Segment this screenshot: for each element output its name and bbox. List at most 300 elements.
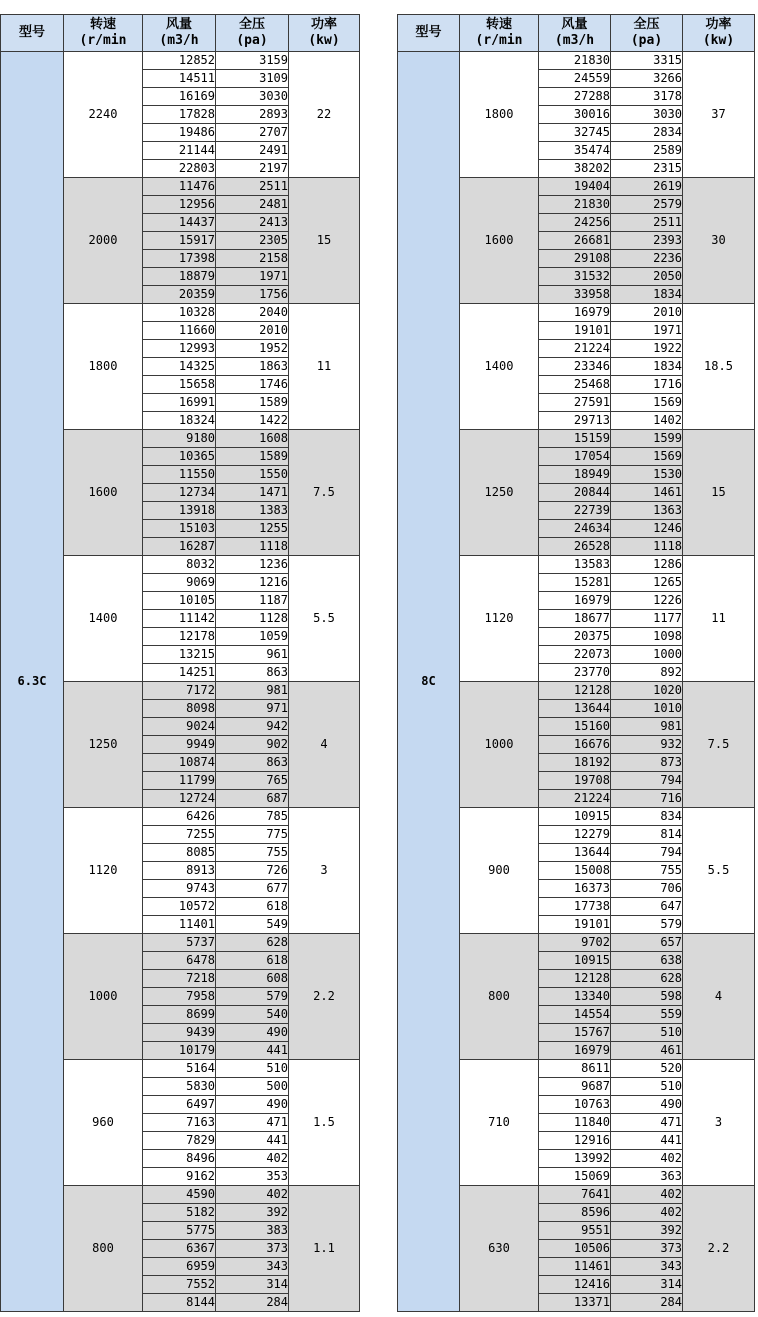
pressure-cell: 540 bbox=[216, 1006, 289, 1024]
airflow-cell: 7163 bbox=[143, 1114, 216, 1132]
pressure-cell: 1971 bbox=[611, 322, 683, 340]
pressure-cell: 441 bbox=[216, 1042, 289, 1060]
pressure-cell: 314 bbox=[611, 1276, 683, 1294]
airflow-cell: 12178 bbox=[143, 628, 216, 646]
airflow-cell: 16287 bbox=[143, 538, 216, 556]
pressure-cell: 902 bbox=[216, 736, 289, 754]
speed-cell: 1800 bbox=[460, 52, 539, 178]
pressure-cell: 775 bbox=[216, 826, 289, 844]
airflow-cell: 22073 bbox=[539, 646, 611, 664]
pressure-cell: 373 bbox=[216, 1240, 289, 1258]
pressure-cell: 2158 bbox=[216, 250, 289, 268]
airflow-cell: 24634 bbox=[539, 520, 611, 538]
pressure-cell: 392 bbox=[611, 1222, 683, 1240]
airflow-cell: 16676 bbox=[539, 736, 611, 754]
pressure-cell: 726 bbox=[216, 862, 289, 880]
pressure-cell: 471 bbox=[611, 1114, 683, 1132]
airflow-cell: 10365 bbox=[143, 448, 216, 466]
power-cell: 5.5 bbox=[683, 808, 755, 934]
airflow-cell: 17398 bbox=[143, 250, 216, 268]
airflow-cell: 14437 bbox=[143, 214, 216, 232]
pressure-cell: 2511 bbox=[611, 214, 683, 232]
pressure-cell: 2393 bbox=[611, 232, 683, 250]
airflow-cell: 21224 bbox=[539, 790, 611, 808]
pressure-cell: 1716 bbox=[611, 376, 683, 394]
pressure-cell: 647 bbox=[611, 898, 683, 916]
airflow-cell: 18949 bbox=[539, 466, 611, 484]
pressure-cell: 961 bbox=[216, 646, 289, 664]
speed-cell: 1120 bbox=[460, 556, 539, 682]
pressure-cell: 402 bbox=[611, 1204, 683, 1222]
airflow-cell: 5830 bbox=[143, 1078, 216, 1096]
airflow-cell: 11401 bbox=[143, 916, 216, 934]
header-row bbox=[398, 15, 755, 52]
airflow-cell: 9743 bbox=[143, 880, 216, 898]
airflow-cell: 19486 bbox=[143, 124, 216, 142]
pressure-cell: 1608 bbox=[216, 430, 289, 448]
airflow-cell: 5164 bbox=[143, 1060, 216, 1078]
pressure-cell: 1363 bbox=[611, 502, 683, 520]
pressure-cell: 314 bbox=[216, 1276, 289, 1294]
pressure-cell: 1020 bbox=[611, 682, 683, 700]
airflow-cell: 12128 bbox=[539, 682, 611, 700]
power-cell: 15 bbox=[289, 178, 360, 304]
power-cell: 1.5 bbox=[289, 1060, 360, 1186]
airflow-cell: 14554 bbox=[539, 1006, 611, 1024]
power-cell: 7.5 bbox=[289, 430, 360, 556]
pressure-cell: 1971 bbox=[216, 268, 289, 286]
airflow-cell: 4590 bbox=[143, 1186, 216, 1204]
airflow-cell: 16979 bbox=[539, 304, 611, 322]
model-cell: 6.3C bbox=[1, 52, 64, 1312]
pressure-cell: 441 bbox=[216, 1132, 289, 1150]
table-row bbox=[398, 52, 755, 70]
airflow-cell: 12279 bbox=[539, 826, 611, 844]
pressure-cell: 608 bbox=[216, 970, 289, 988]
pressure-cell: 284 bbox=[216, 1294, 289, 1312]
pressure-cell: 2481 bbox=[216, 196, 289, 214]
performance-table-6-3c bbox=[0, 14, 360, 1312]
pressure-cell: 343 bbox=[216, 1258, 289, 1276]
pressure-cell: 2236 bbox=[611, 250, 683, 268]
pressure-cell: 628 bbox=[216, 934, 289, 952]
pressure-cell: 343 bbox=[611, 1258, 683, 1276]
power-cell: 7.5 bbox=[683, 682, 755, 808]
pressure-cell: 2893 bbox=[216, 106, 289, 124]
airflow-cell: 22739 bbox=[539, 502, 611, 520]
airflow-cell: 8032 bbox=[143, 556, 216, 574]
airflow-cell: 15159 bbox=[539, 430, 611, 448]
power-cell: 4 bbox=[289, 682, 360, 808]
pressure-cell: 1550 bbox=[216, 466, 289, 484]
pressure-cell: 353 bbox=[216, 1168, 289, 1186]
pressure-cell: 1265 bbox=[611, 574, 683, 592]
airflow-cell: 20844 bbox=[539, 484, 611, 502]
power-cell: 18.5 bbox=[683, 304, 755, 430]
speed-cell: 1800 bbox=[64, 304, 143, 430]
airflow-cell: 18324 bbox=[143, 412, 216, 430]
pressure-cell: 3178 bbox=[611, 88, 683, 106]
pressure-cell: 618 bbox=[216, 952, 289, 970]
pressure-cell: 1461 bbox=[611, 484, 683, 502]
pressure-cell: 392 bbox=[216, 1204, 289, 1222]
pressure-cell: 892 bbox=[611, 664, 683, 682]
pressure-cell: 1402 bbox=[611, 412, 683, 430]
pressure-cell: 794 bbox=[611, 844, 683, 862]
airflow-cell: 13340 bbox=[539, 988, 611, 1006]
pressure-cell: 1863 bbox=[216, 358, 289, 376]
pressure-cell: 1059 bbox=[216, 628, 289, 646]
airflow-cell: 11660 bbox=[143, 322, 216, 340]
airflow-cell: 19404 bbox=[539, 178, 611, 196]
airflow-cell: 16979 bbox=[539, 592, 611, 610]
airflow-cell: 20359 bbox=[143, 286, 216, 304]
airflow-cell: 5182 bbox=[143, 1204, 216, 1222]
airflow-cell: 10915 bbox=[539, 952, 611, 970]
pressure-cell: 490 bbox=[216, 1024, 289, 1042]
pressure-cell: 284 bbox=[611, 1294, 683, 1312]
airflow-cell: 9439 bbox=[143, 1024, 216, 1042]
airflow-cell: 11142 bbox=[143, 610, 216, 628]
pressure-cell: 1010 bbox=[611, 700, 683, 718]
airflow-cell: 10915 bbox=[539, 808, 611, 826]
pressure-cell: 618 bbox=[216, 898, 289, 916]
speed-cell: 1400 bbox=[64, 556, 143, 682]
airflow-cell: 10328 bbox=[143, 304, 216, 322]
pressure-cell: 500 bbox=[216, 1078, 289, 1096]
airflow-cell: 29713 bbox=[539, 412, 611, 430]
airflow-cell: 8098 bbox=[143, 700, 216, 718]
header-speed: 转速 (r/min bbox=[64, 15, 143, 52]
airflow-cell: 15281 bbox=[539, 574, 611, 592]
airflow-cell: 12956 bbox=[143, 196, 216, 214]
airflow-cell: 21224 bbox=[539, 340, 611, 358]
airflow-cell: 12734 bbox=[143, 484, 216, 502]
airflow-cell: 9162 bbox=[143, 1168, 216, 1186]
speed-cell: 1250 bbox=[460, 430, 539, 556]
speed-cell: 630 bbox=[460, 1186, 539, 1312]
pressure-cell: 1834 bbox=[611, 358, 683, 376]
airflow-cell: 14511 bbox=[143, 70, 216, 88]
airflow-cell: 10572 bbox=[143, 898, 216, 916]
airflow-cell: 9551 bbox=[539, 1222, 611, 1240]
pressure-cell: 2040 bbox=[216, 304, 289, 322]
airflow-cell: 9024 bbox=[143, 718, 216, 736]
airflow-cell: 16979 bbox=[539, 1042, 611, 1060]
airflow-cell: 15069 bbox=[539, 1168, 611, 1186]
airflow-cell: 15103 bbox=[143, 520, 216, 538]
airflow-cell: 11840 bbox=[539, 1114, 611, 1132]
pressure-cell: 1286 bbox=[611, 556, 683, 574]
airflow-cell: 10179 bbox=[143, 1042, 216, 1060]
pressure-cell: 794 bbox=[611, 772, 683, 790]
airflow-cell: 9180 bbox=[143, 430, 216, 448]
power-cell: 3 bbox=[683, 1060, 755, 1186]
pressure-cell: 814 bbox=[611, 826, 683, 844]
airflow-cell: 29108 bbox=[539, 250, 611, 268]
airflow-cell: 19101 bbox=[539, 916, 611, 934]
airflow-cell: 13644 bbox=[539, 700, 611, 718]
airflow-cell: 9069 bbox=[143, 574, 216, 592]
pressure-cell: 1000 bbox=[611, 646, 683, 664]
airflow-cell: 24559 bbox=[539, 70, 611, 88]
pressure-cell: 1128 bbox=[216, 610, 289, 628]
airflow-cell: 11461 bbox=[539, 1258, 611, 1276]
pressure-cell: 1589 bbox=[216, 448, 289, 466]
header-speed: 转速 (r/min bbox=[460, 15, 539, 52]
airflow-cell: 26528 bbox=[539, 538, 611, 556]
airflow-cell: 15767 bbox=[539, 1024, 611, 1042]
header-airflow: 风量 (m3/h bbox=[143, 15, 216, 52]
airflow-cell: 18677 bbox=[539, 610, 611, 628]
speed-cell: 710 bbox=[460, 1060, 539, 1186]
pressure-cell: 2305 bbox=[216, 232, 289, 250]
speed-cell: 2000 bbox=[64, 178, 143, 304]
airflow-cell: 21830 bbox=[539, 196, 611, 214]
airflow-cell: 24256 bbox=[539, 214, 611, 232]
pressure-cell: 971 bbox=[216, 700, 289, 718]
airflow-cell: 12993 bbox=[143, 340, 216, 358]
airflow-cell: 6497 bbox=[143, 1096, 216, 1114]
speed-cell: 800 bbox=[460, 934, 539, 1060]
pressure-cell: 677 bbox=[216, 880, 289, 898]
pressure-cell: 942 bbox=[216, 718, 289, 736]
pressure-cell: 716 bbox=[611, 790, 683, 808]
header-power: 功率 (kw) bbox=[289, 15, 360, 52]
pressure-cell: 441 bbox=[611, 1132, 683, 1150]
airflow-cell: 6478 bbox=[143, 952, 216, 970]
pressure-cell: 2050 bbox=[611, 268, 683, 286]
pressure-cell: 2589 bbox=[611, 142, 683, 160]
pressure-cell: 755 bbox=[611, 862, 683, 880]
pressure-cell: 785 bbox=[216, 808, 289, 826]
pressure-cell: 510 bbox=[216, 1060, 289, 1078]
pressure-cell: 755 bbox=[216, 844, 289, 862]
power-cell: 4 bbox=[683, 934, 755, 1060]
airflow-cell: 10506 bbox=[539, 1240, 611, 1258]
airflow-cell: 6959 bbox=[143, 1258, 216, 1276]
airflow-cell: 8085 bbox=[143, 844, 216, 862]
pressure-cell: 510 bbox=[611, 1078, 683, 1096]
speed-cell: 800 bbox=[64, 1186, 143, 1312]
airflow-cell: 5737 bbox=[143, 934, 216, 952]
pressure-cell: 549 bbox=[216, 916, 289, 934]
pressure-cell: 402 bbox=[611, 1186, 683, 1204]
speed-cell: 1000 bbox=[64, 934, 143, 1060]
airflow-cell: 9687 bbox=[539, 1078, 611, 1096]
pressure-cell: 2315 bbox=[611, 160, 683, 178]
pressure-cell: 981 bbox=[611, 718, 683, 736]
speed-cell: 900 bbox=[460, 808, 539, 934]
airflow-cell: 8144 bbox=[143, 1294, 216, 1312]
airflow-cell: 19101 bbox=[539, 322, 611, 340]
power-cell: 11 bbox=[289, 304, 360, 430]
airflow-cell: 17738 bbox=[539, 898, 611, 916]
airflow-cell: 27288 bbox=[539, 88, 611, 106]
pressure-cell: 1589 bbox=[216, 394, 289, 412]
airflow-cell: 13215 bbox=[143, 646, 216, 664]
airflow-cell: 22803 bbox=[143, 160, 216, 178]
airflow-cell: 12416 bbox=[539, 1276, 611, 1294]
pressure-cell: 2619 bbox=[611, 178, 683, 196]
pressure-cell: 1383 bbox=[216, 502, 289, 520]
speed-cell: 1600 bbox=[64, 430, 143, 556]
airflow-cell: 6426 bbox=[143, 808, 216, 826]
pressure-cell: 1236 bbox=[216, 556, 289, 574]
power-cell: 5.5 bbox=[289, 556, 360, 682]
airflow-cell: 8699 bbox=[143, 1006, 216, 1024]
airflow-cell: 12724 bbox=[143, 790, 216, 808]
header-power: 功率 (kw) bbox=[683, 15, 755, 52]
pressure-cell: 510 bbox=[611, 1024, 683, 1042]
header-model: 型号 bbox=[1, 15, 64, 52]
pressure-cell: 520 bbox=[611, 1060, 683, 1078]
pressure-cell: 2010 bbox=[216, 322, 289, 340]
pressure-cell: 1246 bbox=[611, 520, 683, 538]
pressure-cell: 687 bbox=[216, 790, 289, 808]
pressure-cell: 1530 bbox=[611, 466, 683, 484]
pressure-cell: 579 bbox=[216, 988, 289, 1006]
airflow-cell: 15008 bbox=[539, 862, 611, 880]
speed-cell: 1250 bbox=[64, 682, 143, 808]
airflow-cell: 26681 bbox=[539, 232, 611, 250]
header-row bbox=[1, 15, 360, 52]
airflow-cell: 11476 bbox=[143, 178, 216, 196]
airflow-cell: 27591 bbox=[539, 394, 611, 412]
header-model: 型号 bbox=[398, 15, 460, 52]
pressure-cell: 3159 bbox=[216, 52, 289, 70]
airflow-cell: 35474 bbox=[539, 142, 611, 160]
speed-cell: 1120 bbox=[64, 808, 143, 934]
airflow-cell: 14251 bbox=[143, 664, 216, 682]
pressure-cell: 932 bbox=[611, 736, 683, 754]
pressure-cell: 3315 bbox=[611, 52, 683, 70]
airflow-cell: 13583 bbox=[539, 556, 611, 574]
airflow-cell: 32745 bbox=[539, 124, 611, 142]
airflow-cell: 10874 bbox=[143, 754, 216, 772]
pressure-cell: 2579 bbox=[611, 196, 683, 214]
table-row bbox=[1, 52, 360, 70]
airflow-cell: 8913 bbox=[143, 862, 216, 880]
pressure-cell: 1922 bbox=[611, 340, 683, 358]
airflow-cell: 23770 bbox=[539, 664, 611, 682]
pressure-cell: 1834 bbox=[611, 286, 683, 304]
airflow-cell: 38202 bbox=[539, 160, 611, 178]
pressure-cell: 628 bbox=[611, 970, 683, 988]
airflow-cell: 7552 bbox=[143, 1276, 216, 1294]
pressure-cell: 2834 bbox=[611, 124, 683, 142]
airflow-cell: 5775 bbox=[143, 1222, 216, 1240]
airflow-cell: 13918 bbox=[143, 502, 216, 520]
pressure-cell: 3109 bbox=[216, 70, 289, 88]
pressure-cell: 873 bbox=[611, 754, 683, 772]
airflow-cell: 7958 bbox=[143, 988, 216, 1006]
airflow-cell: 15160 bbox=[539, 718, 611, 736]
airflow-cell: 15917 bbox=[143, 232, 216, 250]
pressure-cell: 1422 bbox=[216, 412, 289, 430]
power-cell: 37 bbox=[683, 52, 755, 178]
airflow-cell: 7172 bbox=[143, 682, 216, 700]
airflow-cell: 30016 bbox=[539, 106, 611, 124]
pressure-cell: 765 bbox=[216, 772, 289, 790]
pressure-cell: 1177 bbox=[611, 610, 683, 628]
pressure-cell: 579 bbox=[611, 916, 683, 934]
pressure-cell: 2413 bbox=[216, 214, 289, 232]
airflow-cell: 7641 bbox=[539, 1186, 611, 1204]
pressure-cell: 1118 bbox=[611, 538, 683, 556]
airflow-cell: 16991 bbox=[143, 394, 216, 412]
speed-cell: 2240 bbox=[64, 52, 143, 178]
airflow-cell: 6367 bbox=[143, 1240, 216, 1258]
power-cell: 15 bbox=[683, 430, 755, 556]
airflow-cell: 11550 bbox=[143, 466, 216, 484]
pressure-cell: 2491 bbox=[216, 142, 289, 160]
speed-cell: 1400 bbox=[460, 304, 539, 430]
pressure-cell: 3030 bbox=[216, 88, 289, 106]
airflow-cell: 13644 bbox=[539, 844, 611, 862]
airflow-cell: 18192 bbox=[539, 754, 611, 772]
airflow-cell: 8611 bbox=[539, 1060, 611, 1078]
power-cell: 1.1 bbox=[289, 1186, 360, 1312]
airflow-cell: 13371 bbox=[539, 1294, 611, 1312]
pressure-cell: 638 bbox=[611, 952, 683, 970]
power-cell: 3 bbox=[289, 808, 360, 934]
pressure-cell: 402 bbox=[216, 1186, 289, 1204]
pressure-cell: 981 bbox=[216, 682, 289, 700]
pressure-cell: 1599 bbox=[611, 430, 683, 448]
pressure-cell: 3030 bbox=[611, 106, 683, 124]
airflow-cell: 25468 bbox=[539, 376, 611, 394]
airflow-cell: 21830 bbox=[539, 52, 611, 70]
airflow-cell: 10763 bbox=[539, 1096, 611, 1114]
airflow-cell: 17828 bbox=[143, 106, 216, 124]
pressure-cell: 490 bbox=[216, 1096, 289, 1114]
airflow-cell: 9702 bbox=[539, 934, 611, 952]
pressure-cell: 1471 bbox=[216, 484, 289, 502]
airflow-cell: 19708 bbox=[539, 772, 611, 790]
pressure-cell: 461 bbox=[611, 1042, 683, 1060]
pressure-cell: 1118 bbox=[216, 538, 289, 556]
pressure-cell: 1756 bbox=[216, 286, 289, 304]
airflow-cell: 8496 bbox=[143, 1150, 216, 1168]
airflow-cell: 9949 bbox=[143, 736, 216, 754]
airflow-cell: 31532 bbox=[539, 268, 611, 286]
pressure-cell: 863 bbox=[216, 754, 289, 772]
pressure-cell: 402 bbox=[611, 1150, 683, 1168]
airflow-cell: 15658 bbox=[143, 376, 216, 394]
airflow-cell: 10105 bbox=[143, 592, 216, 610]
pressure-cell: 2010 bbox=[611, 304, 683, 322]
power-cell: 2.2 bbox=[683, 1186, 755, 1312]
speed-cell: 960 bbox=[64, 1060, 143, 1186]
airflow-cell: 12916 bbox=[539, 1132, 611, 1150]
pressure-cell: 1255 bbox=[216, 520, 289, 538]
power-cell: 2.2 bbox=[289, 934, 360, 1060]
airflow-cell: 23346 bbox=[539, 358, 611, 376]
power-cell: 30 bbox=[683, 178, 755, 304]
pressure-cell: 1226 bbox=[611, 592, 683, 610]
airflow-cell: 14325 bbox=[143, 358, 216, 376]
airflow-cell: 7829 bbox=[143, 1132, 216, 1150]
pressure-cell: 1187 bbox=[216, 592, 289, 610]
performance-table-8c bbox=[397, 14, 755, 1312]
pressure-cell: 706 bbox=[611, 880, 683, 898]
pressure-cell: 363 bbox=[611, 1168, 683, 1186]
pressure-cell: 490 bbox=[611, 1096, 683, 1114]
pressure-cell: 2197 bbox=[216, 160, 289, 178]
airflow-cell: 16169 bbox=[143, 88, 216, 106]
speed-cell: 1600 bbox=[460, 178, 539, 304]
